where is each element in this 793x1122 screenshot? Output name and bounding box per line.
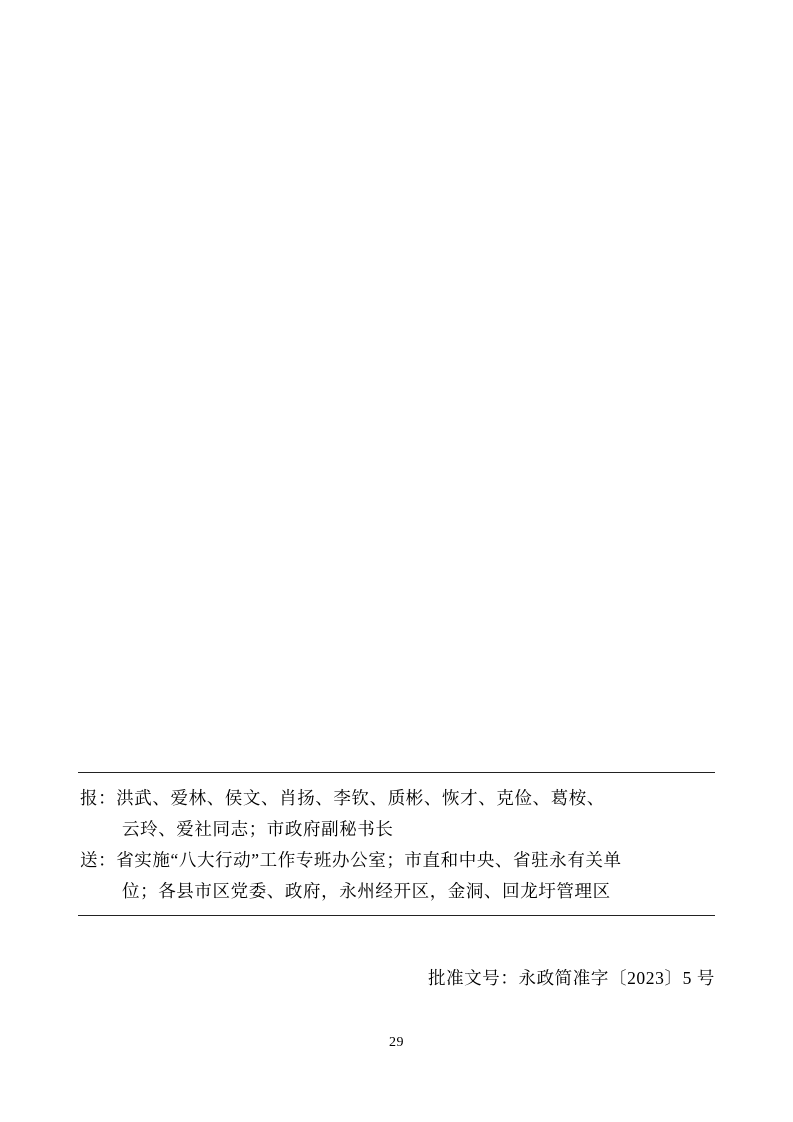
send-line-1: 省实施“八大行动”工作专班办公室；市直和中央、省驻永有关单 — [116, 850, 622, 870]
report-line-2: 云玲、爱社同志；市政府副秘书长 — [122, 819, 394, 839]
send-line-2: 位；各县市区党委、政府，永州经开区，金洞、回龙圩管理区 — [122, 881, 611, 901]
send-row-2 — [78, 876, 715, 907]
report-line-1: 洪武、爱林、侯文、肖扬、李钦、质彬、恢才、克俭、葛桉、 — [116, 788, 605, 808]
bottom-divider — [78, 915, 715, 916]
distribution-rows — [78, 773, 715, 915]
page-number: 29 — [389, 1035, 404, 1050]
report-row-1 — [78, 783, 715, 814]
send-label: 送： — [80, 850, 117, 870]
report-row-2 — [78, 814, 715, 845]
report-label: 报： — [80, 788, 117, 808]
send-row-1 — [78, 845, 715, 876]
document-body-blank — [78, 60, 715, 760]
distribution-block — [78, 772, 715, 916]
approval-number: 批准文号：永政简准字〔2023〕5 号 — [427, 968, 715, 988]
